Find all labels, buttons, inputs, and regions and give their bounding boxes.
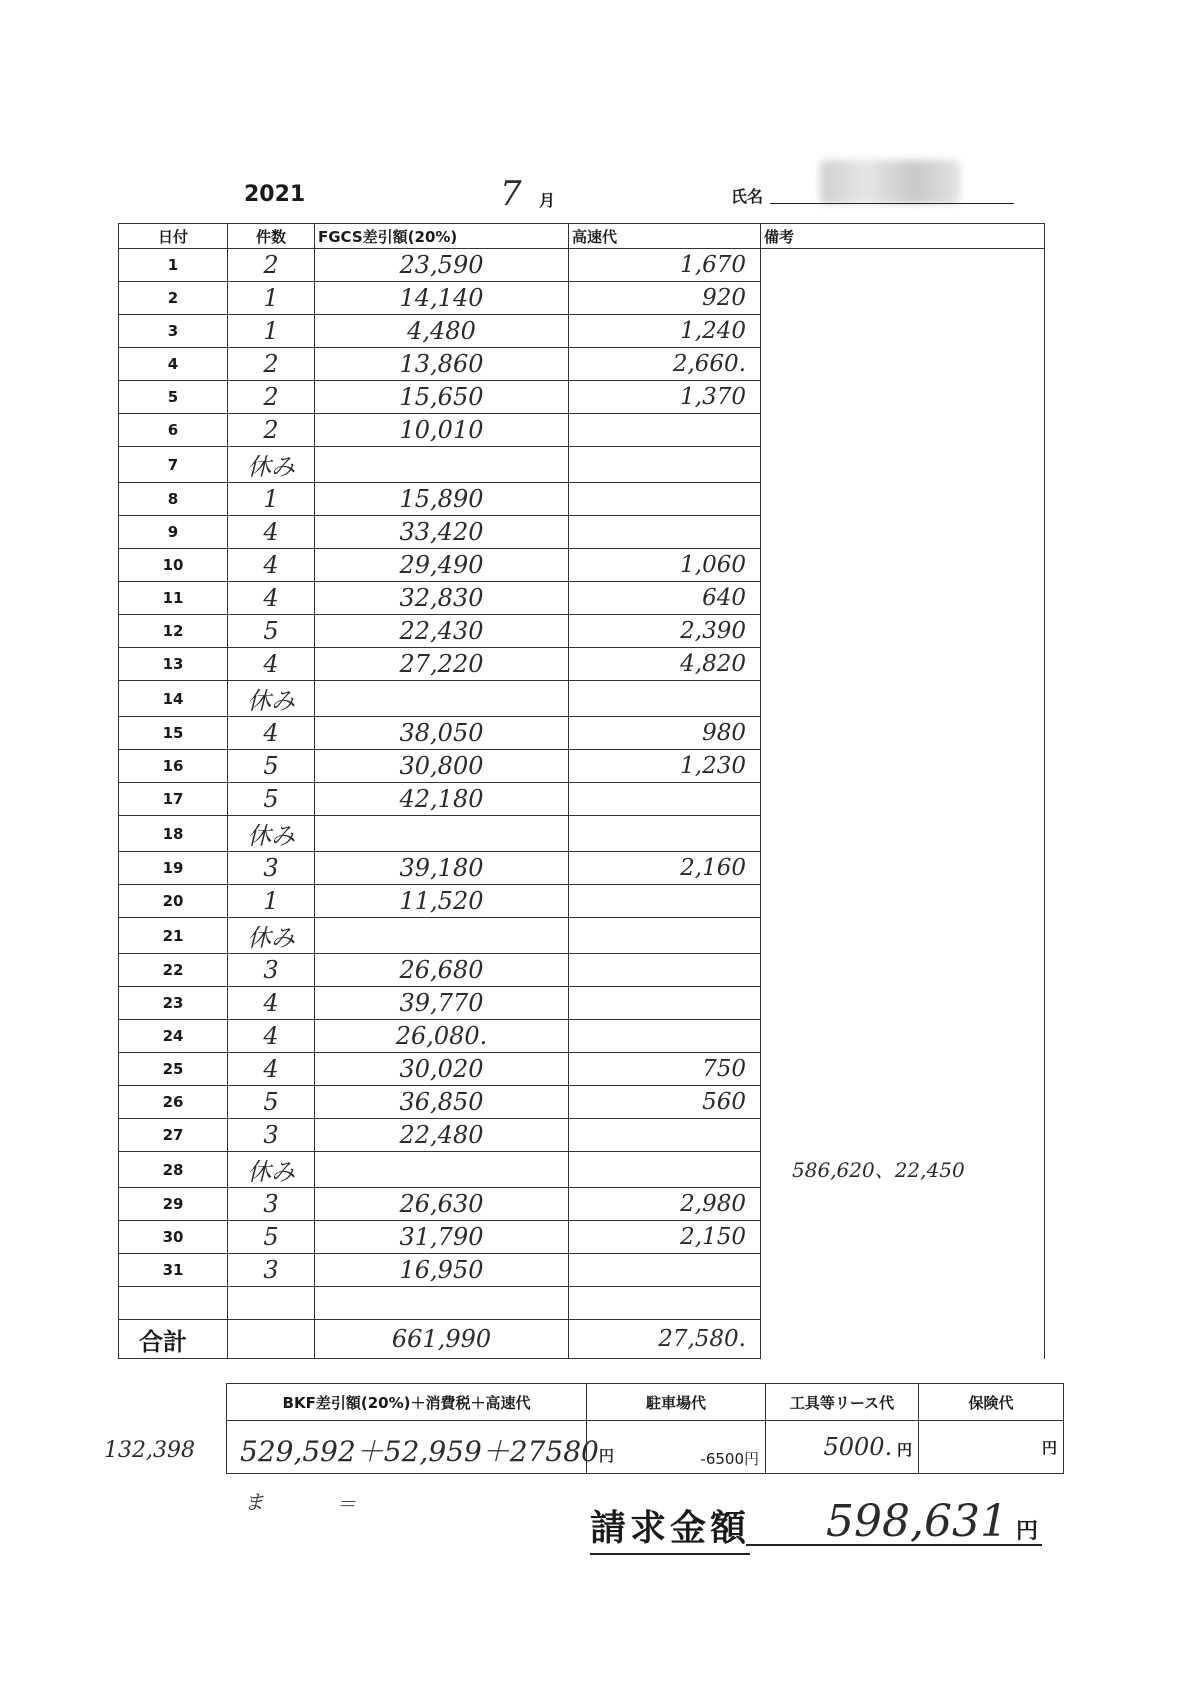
count-cell: 5 xyxy=(228,615,315,648)
fgcs-cell: 10,010 xyxy=(315,414,569,447)
table-header-row xyxy=(119,224,1045,249)
tool-lease-header: 工具等リース代 xyxy=(766,1384,919,1421)
fgcs-cell: 31,790 xyxy=(315,1221,569,1254)
day-cell: 14 xyxy=(119,681,228,717)
count-cell: 4 xyxy=(228,717,315,750)
fgcs-cell: 22,480 xyxy=(315,1119,569,1152)
fgcs-cell: 36,850 xyxy=(315,1086,569,1119)
toll-cell xyxy=(569,885,761,918)
blank-cell xyxy=(315,1287,569,1320)
invoice-yen: 円 xyxy=(1016,1519,1039,1544)
tool-lease-value-cell xyxy=(766,1421,919,1474)
fgcs-cell: 22,430 xyxy=(315,615,569,648)
margin-note-left: 132,398 xyxy=(104,1438,195,1463)
day-cell: 20 xyxy=(119,885,228,918)
day-cell: 8 xyxy=(119,483,228,516)
fgcs-cell: 26,680 xyxy=(315,954,569,987)
toll-cell xyxy=(569,1152,761,1188)
toll-cell xyxy=(569,447,761,483)
fgcs-cell xyxy=(315,1152,569,1188)
toll-cell: 2,980 xyxy=(569,1188,761,1221)
fgcs-cell: 42,180 xyxy=(315,783,569,816)
fgcs-cell: 38,050 xyxy=(315,717,569,750)
blank-cell xyxy=(569,1287,761,1320)
header-year: 2021 xyxy=(244,182,306,207)
fgcs-cell: 23,590 xyxy=(315,249,569,282)
day-cell: 31 xyxy=(119,1254,228,1287)
margin-equals: ＝ xyxy=(336,1492,356,1516)
fgcs-cell: 13,860 xyxy=(315,348,569,381)
toll-cell xyxy=(569,681,761,717)
toll-cell xyxy=(569,1020,761,1053)
count-cell: 4 xyxy=(228,987,315,1020)
header-name-label: 氏名 xyxy=(731,187,764,206)
col-header-count: 件数 xyxy=(228,224,315,249)
parking-header: 駐車場代 xyxy=(587,1384,766,1421)
toll-cell: 2,150 xyxy=(569,1221,761,1254)
fgcs-cell xyxy=(315,447,569,483)
toll-cell: 640 xyxy=(569,582,761,615)
day-cell: 30 xyxy=(119,1221,228,1254)
blank-cell xyxy=(119,1287,228,1320)
day-cell: 1 xyxy=(119,249,228,282)
day-cell: 5 xyxy=(119,381,228,414)
toll-cell: 1,230 xyxy=(569,750,761,783)
invoice-label: 請求金額 xyxy=(590,1500,750,1555)
day-cell: 3 xyxy=(119,315,228,348)
fgcs-cell: 33,420 xyxy=(315,516,569,549)
parking-value: -6500円 xyxy=(587,1421,766,1474)
fgcs-cell: 26,630 xyxy=(315,1188,569,1221)
fgcs-cell xyxy=(315,918,569,954)
fgcs-cell: 32,830 xyxy=(315,582,569,615)
count-cell: 2 xyxy=(228,414,315,447)
table-row xyxy=(119,249,1045,282)
fgcs-cell: 14,140 xyxy=(315,282,569,315)
count-cell: 4 xyxy=(228,582,315,615)
fgcs-cell: 30,800 xyxy=(315,750,569,783)
day-cell: 18 xyxy=(119,816,228,852)
insurance-yen: 円 xyxy=(1041,1438,1057,1457)
count-cell: 4 xyxy=(228,1053,315,1086)
day-cell: 26 xyxy=(119,1086,228,1119)
count-cell: 4 xyxy=(228,648,315,681)
count-cell: 1 xyxy=(228,483,315,516)
toll-cell: 2,660. xyxy=(569,348,761,381)
day-cell: 6 xyxy=(119,414,228,447)
day-cell: 23 xyxy=(119,987,228,1020)
totals-toll: 27,580. xyxy=(569,1320,761,1359)
toll-cell xyxy=(569,414,761,447)
side-note: 586,620、22,450 xyxy=(792,1158,965,1182)
count-cell: 1 xyxy=(228,885,315,918)
count-cell: 3 xyxy=(228,1119,315,1152)
count-cell: 3 xyxy=(228,954,315,987)
day-cell: 21 xyxy=(119,918,228,954)
count-cell: 3 xyxy=(228,852,315,885)
bkf-formula xyxy=(240,1430,614,1470)
count-cell: 4 xyxy=(228,516,315,549)
count-cell: 休み xyxy=(228,1152,315,1188)
daily-log-table xyxy=(118,223,1045,1359)
toll-cell xyxy=(569,954,761,987)
day-cell: 28 xyxy=(119,1152,228,1188)
count-cell: 5 xyxy=(228,1086,315,1119)
toll-cell: 980 xyxy=(569,717,761,750)
toll-cell: 1,060 xyxy=(569,549,761,582)
count-cell: 休み xyxy=(228,918,315,954)
daily-log-body xyxy=(119,249,1045,1359)
toll-cell xyxy=(569,516,761,549)
day-cell: 24 xyxy=(119,1020,228,1053)
tool-lease-yen: 円 xyxy=(896,1441,912,1459)
totals-label: 合計 xyxy=(119,1320,228,1359)
toll-cell: 4,820 xyxy=(569,648,761,681)
toll-cell: 1,240 xyxy=(569,315,761,348)
invoice-underline xyxy=(746,1544,1042,1546)
day-cell: 25 xyxy=(119,1053,228,1086)
day-cell: 7 xyxy=(119,447,228,483)
count-cell: 3 xyxy=(228,1188,315,1221)
day-cell: 19 xyxy=(119,852,228,885)
count-cell: 3 xyxy=(228,1254,315,1287)
header-month-number: 7 xyxy=(500,174,522,214)
fgcs-cell: 27,220 xyxy=(315,648,569,681)
fgcs-cell: 4,480 xyxy=(315,315,569,348)
fgcs-cell: 26,080. xyxy=(315,1020,569,1053)
count-cell: 1 xyxy=(228,315,315,348)
bkf-yen: 円 xyxy=(598,1447,614,1465)
fgcs-cell: 39,770 xyxy=(315,987,569,1020)
tool-lease-value: 5000. xyxy=(823,1433,893,1461)
name-underline xyxy=(770,203,1014,204)
toll-cell: 2,160 xyxy=(569,852,761,885)
count-cell: 休み xyxy=(228,447,315,483)
count-cell: 2 xyxy=(228,381,315,414)
col-header-date: 日付 xyxy=(119,224,228,249)
bkf-formula-text: 529,592＋52,959＋27580 xyxy=(240,1435,599,1468)
invoice-amount: 598,631 xyxy=(826,1496,1008,1547)
fgcs-cell xyxy=(315,816,569,852)
col-header-toll: 高速代 xyxy=(569,224,761,249)
count-cell: 休み xyxy=(228,816,315,852)
day-cell: 15 xyxy=(119,717,228,750)
toll-cell xyxy=(569,1254,761,1287)
day-cell: 4 xyxy=(119,348,228,381)
count-cell: 2 xyxy=(228,348,315,381)
notes-cell xyxy=(761,249,1045,1359)
totals-count-cell xyxy=(228,1320,315,1359)
toll-cell: 1,370 xyxy=(569,381,761,414)
fgcs-cell xyxy=(315,681,569,717)
insurance-header: 保険代 xyxy=(919,1384,1064,1421)
fgcs-cell: 39,180 xyxy=(315,852,569,885)
count-cell: 4 xyxy=(228,1020,315,1053)
toll-cell xyxy=(569,816,761,852)
fgcs-cell: 16,950 xyxy=(315,1254,569,1287)
name-blurred xyxy=(820,160,960,204)
count-cell: 5 xyxy=(228,1221,315,1254)
day-cell: 12 xyxy=(119,615,228,648)
count-cell: 休み xyxy=(228,681,315,717)
day-cell: 11 xyxy=(119,582,228,615)
header-month-label: 月 xyxy=(539,191,556,210)
count-cell: 4 xyxy=(228,549,315,582)
totals-fgcs: 661,990 xyxy=(315,1320,569,1359)
day-cell: 16 xyxy=(119,750,228,783)
col-header-fgcs: FGCS差引額(20%) xyxy=(315,224,569,249)
bkf-header: BKF差引額(20%)＋消費税＋高速代 xyxy=(227,1384,587,1421)
toll-cell: 560 xyxy=(569,1086,761,1119)
day-cell: 29 xyxy=(119,1188,228,1221)
day-cell: 10 xyxy=(119,549,228,582)
day-cell: 13 xyxy=(119,648,228,681)
count-cell: 5 xyxy=(228,750,315,783)
margin-mark: ま xyxy=(244,1490,264,1514)
toll-cell: 920 xyxy=(569,282,761,315)
count-cell: 5 xyxy=(228,783,315,816)
fgcs-cell: 29,490 xyxy=(315,549,569,582)
blank-cell xyxy=(228,1287,315,1320)
toll-cell xyxy=(569,483,761,516)
toll-cell xyxy=(569,987,761,1020)
fgcs-cell: 30,020 xyxy=(315,1053,569,1086)
fgcs-cell: 15,650 xyxy=(315,381,569,414)
toll-cell xyxy=(569,1119,761,1152)
toll-cell xyxy=(569,918,761,954)
count-cell: 1 xyxy=(228,282,315,315)
day-cell: 27 xyxy=(119,1119,228,1152)
day-cell: 22 xyxy=(119,954,228,987)
toll-cell: 1,670 xyxy=(569,249,761,282)
day-cell: 9 xyxy=(119,516,228,549)
summary-header-row xyxy=(227,1384,1064,1421)
day-cell: 2 xyxy=(119,282,228,315)
count-cell: 2 xyxy=(228,249,315,282)
day-cell: 17 xyxy=(119,783,228,816)
fgcs-cell: 15,890 xyxy=(315,483,569,516)
toll-cell: 2,390 xyxy=(569,615,761,648)
toll-cell: 750 xyxy=(569,1053,761,1086)
toll-cell xyxy=(569,783,761,816)
insurance-value-cell xyxy=(919,1421,1064,1474)
fgcs-cell: 11,520 xyxy=(315,885,569,918)
col-header-notes: 備考 xyxy=(761,224,1045,249)
